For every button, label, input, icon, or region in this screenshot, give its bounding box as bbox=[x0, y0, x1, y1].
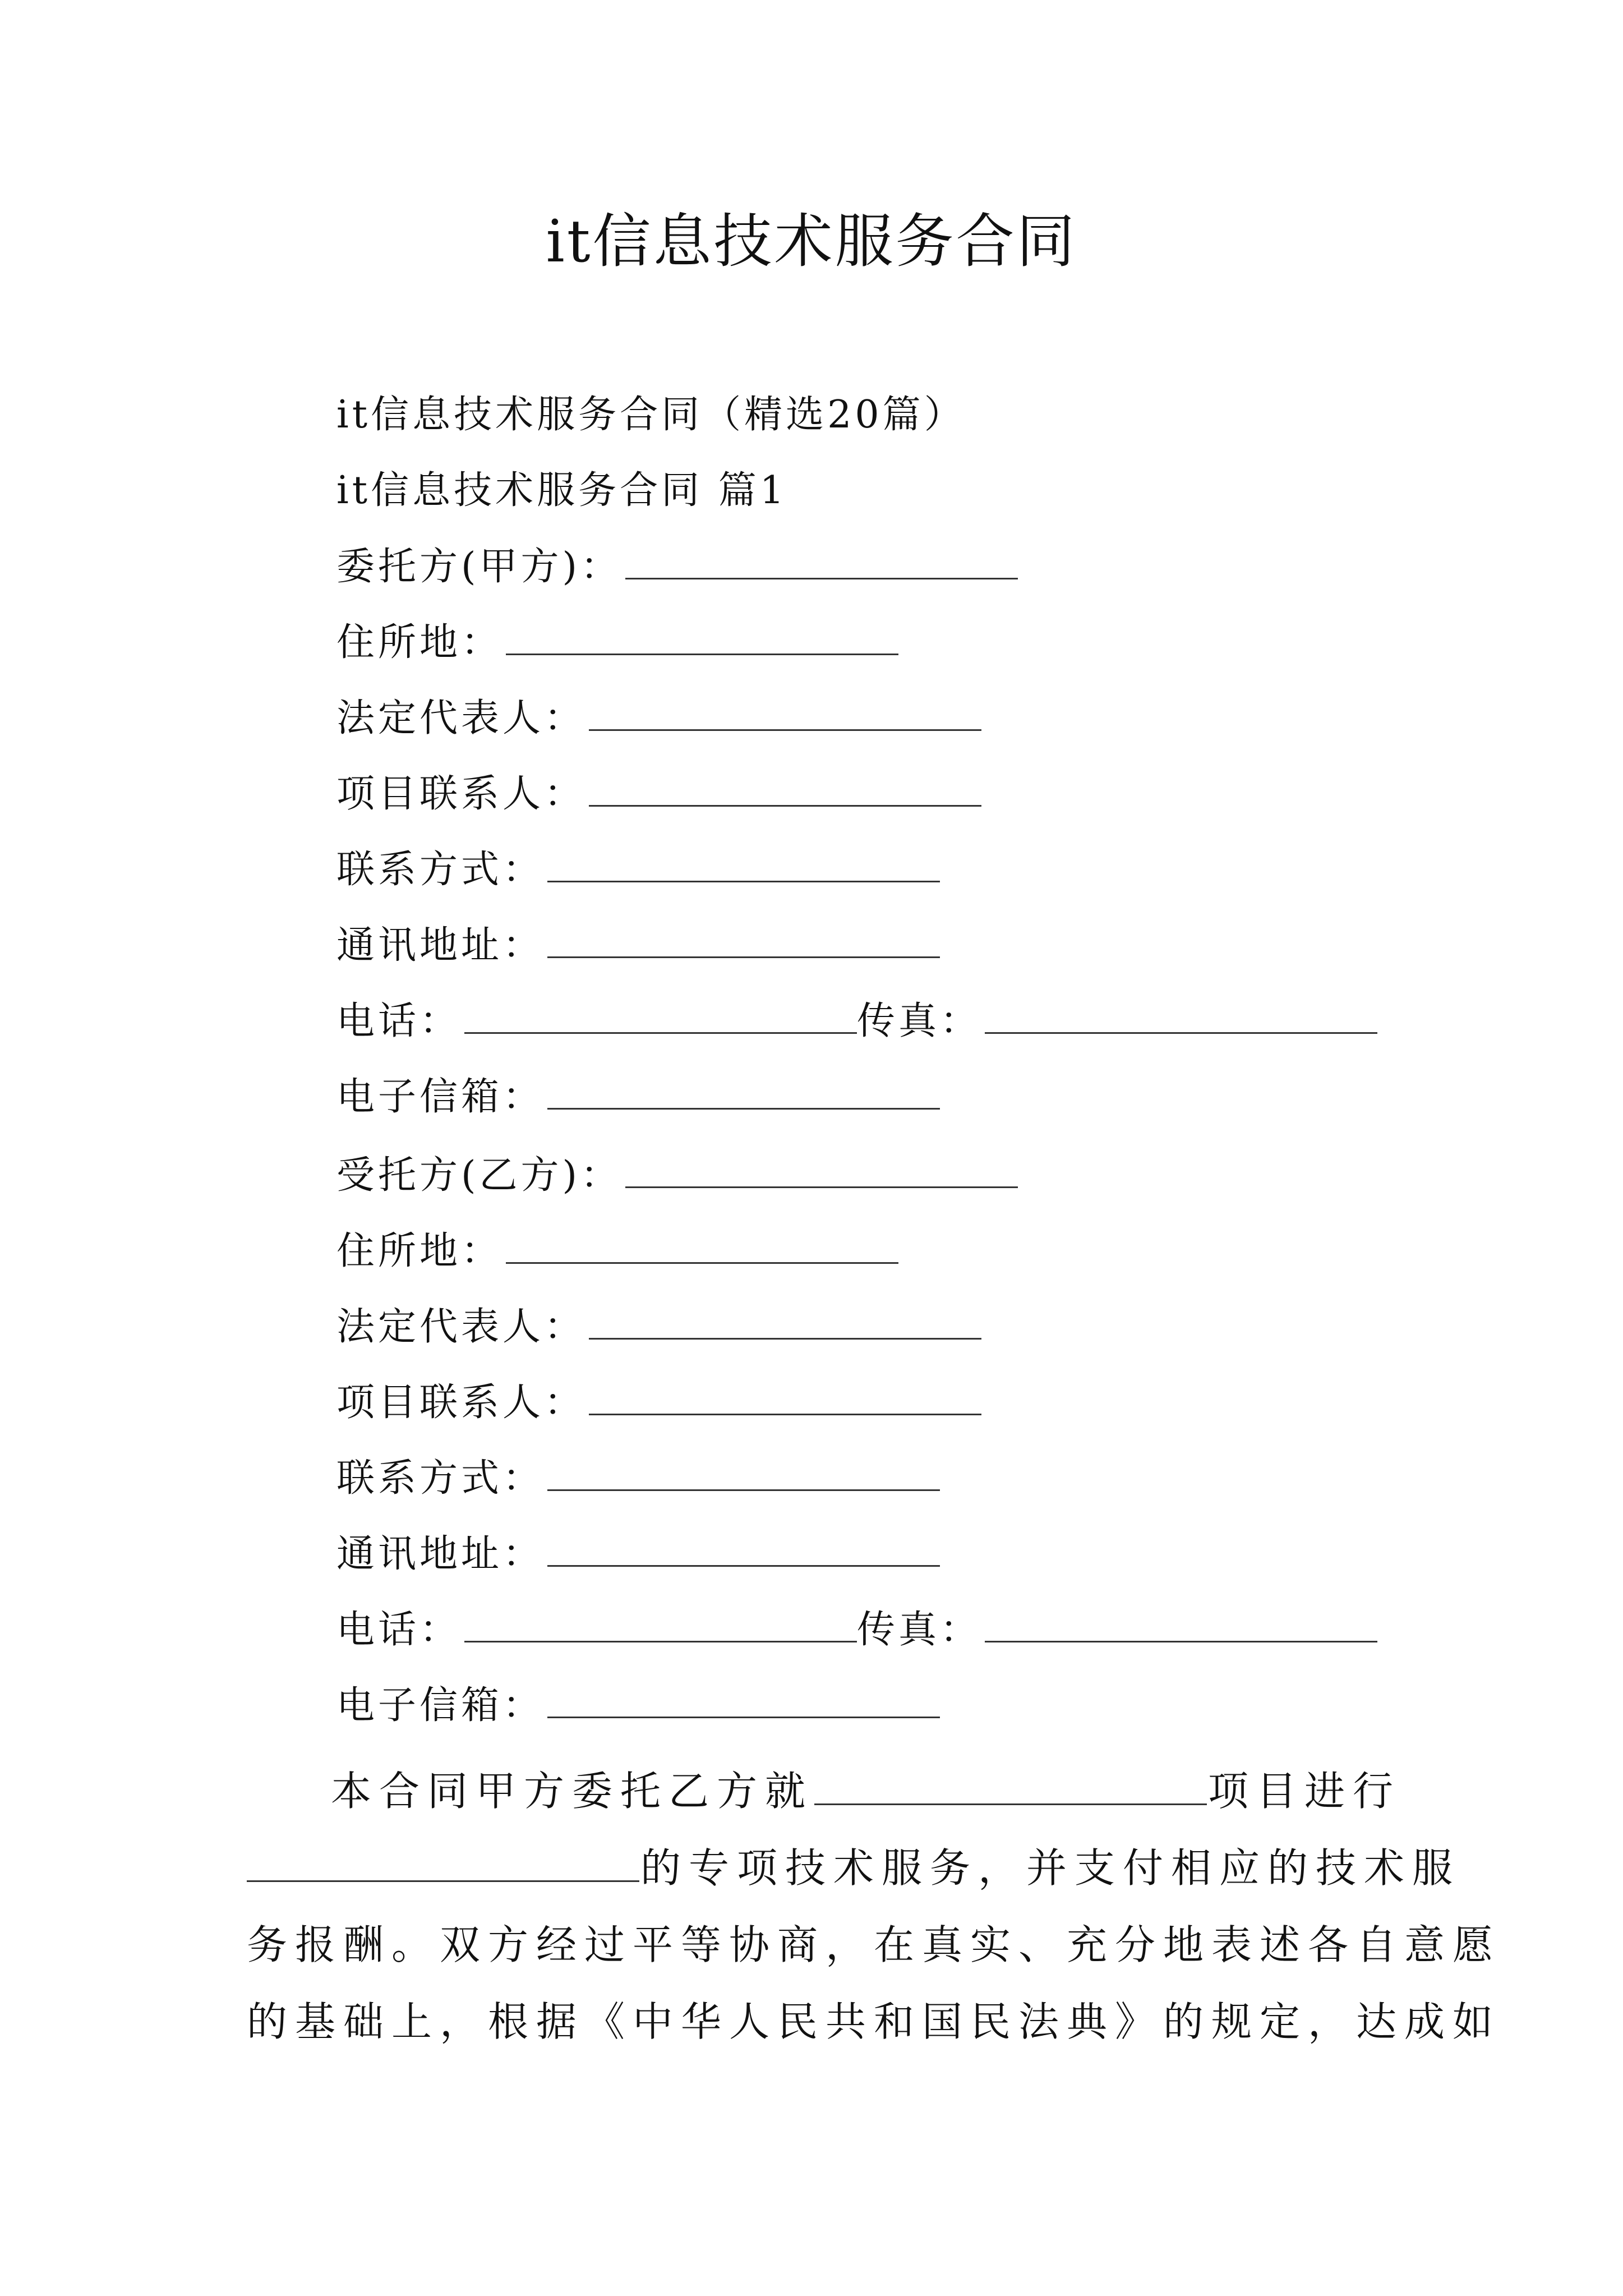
party-a-email-label: 电子信箱： bbox=[336, 1075, 545, 1119]
party-b-legal-rep-blank[interactable] bbox=[589, 1299, 981, 1340]
party-b-email-line bbox=[336, 1677, 940, 1734]
party-b-fax-blank[interactable] bbox=[985, 1602, 1377, 1642]
party-b-address-blank[interactable] bbox=[506, 1223, 898, 1264]
party-b-blank[interactable] bbox=[625, 1147, 1018, 1188]
party-a-phone-blank[interactable] bbox=[464, 993, 857, 1034]
body-line-3: 务报酬。双方经过平等协商，在真实、充分地表述各自意愿 bbox=[247, 1921, 1501, 1968]
party-a-contact-method-label: 联系方式： bbox=[336, 848, 545, 892]
party-a-project-contact-line bbox=[336, 766, 981, 822]
service-type-blank[interactable] bbox=[247, 1839, 639, 1882]
party-b-address-line bbox=[336, 1223, 898, 1280]
party-a-contact-method-blank[interactable] bbox=[547, 841, 940, 882]
party-b-legal-rep-line bbox=[336, 1299, 981, 1355]
party-b-project-contact-line bbox=[336, 1374, 981, 1431]
party-a-blank[interactable] bbox=[625, 539, 1018, 579]
body-line-1-a: 本合同甲方委托乙方就 bbox=[331, 1768, 814, 1815]
party-b-email-label: 电子信箱： bbox=[336, 1683, 545, 1728]
party-a-address-blank[interactable] bbox=[506, 614, 898, 655]
party-b-contact-method-blank[interactable] bbox=[547, 1450, 940, 1491]
party-b-address-label: 住所地： bbox=[336, 1229, 503, 1273]
document-title: it信息技术服务合同 bbox=[546, 207, 1077, 275]
party-a-legal-rep-blank[interactable] bbox=[589, 690, 981, 731]
party-b-mailing-address-line bbox=[336, 1526, 940, 1582]
party-a-email-line bbox=[336, 1069, 940, 1125]
party-a-line bbox=[336, 539, 1018, 595]
party-a-label: 委托方(甲方)： bbox=[336, 545, 623, 589]
body-line-1 bbox=[247, 1753, 1401, 1830]
party-a-email-blank[interactable] bbox=[547, 1069, 940, 1110]
party-b-project-contact-blank[interactable] bbox=[589, 1374, 981, 1415]
party-b-project-contact-label: 项目联系人： bbox=[336, 1381, 586, 1425]
party-b-contact-method-label: 联系方式： bbox=[336, 1456, 545, 1501]
party-b-fax-label: 传真： bbox=[857, 1608, 982, 1652]
body-line-2 bbox=[247, 1830, 1461, 1907]
party-a-project-contact-blank[interactable] bbox=[589, 766, 981, 807]
party-b-phone-blank[interactable] bbox=[464, 1602, 857, 1642]
body-line-1-b: 项目进行 bbox=[1208, 1768, 1401, 1815]
body-line-2-text: 的专项技术服务，并支付相应的技术服 bbox=[640, 1844, 1461, 1892]
party-a-legal-rep-label: 法定代表人： bbox=[336, 696, 586, 740]
party-a-legal-rep-line bbox=[336, 690, 981, 747]
party-b-phone-label: 电话： bbox=[336, 1608, 462, 1652]
project-name-blank[interactable] bbox=[814, 1762, 1207, 1805]
party-b-line bbox=[336, 1147, 1018, 1204]
party-b-legal-rep-label: 法定代表人： bbox=[336, 1305, 586, 1349]
party-b-mailing-address-blank[interactable] bbox=[547, 1526, 940, 1567]
party-b-contact-method-line bbox=[336, 1450, 940, 1507]
party-a-fax-blank[interactable] bbox=[985, 993, 1377, 1034]
party-a-phone-fax-line bbox=[336, 993, 1377, 1050]
party-a-address-line bbox=[336, 614, 898, 671]
section-heading: it信息技术服务合同 篇1 bbox=[336, 468, 787, 513]
party-a-phone-label: 电话： bbox=[336, 999, 462, 1043]
party-b-phone-fax-line bbox=[336, 1602, 1377, 1658]
party-a-mailing-address-blank[interactable] bbox=[547, 917, 940, 958]
party-a-mailing-address-line bbox=[336, 917, 940, 974]
party-a-project-contact-label: 项目联系人： bbox=[336, 772, 586, 816]
party-b-label: 受托方(乙方)： bbox=[336, 1153, 623, 1198]
party-a-address-label: 住所地： bbox=[336, 620, 503, 665]
body-line-4: 的基础上，根据《中华人民共和国民法典》的规定，达成如 bbox=[247, 1998, 1501, 2045]
party-a-fax-label: 传真： bbox=[857, 999, 982, 1043]
party-a-contact-method-line bbox=[336, 841, 940, 898]
party-b-mailing-address-label: 通讯地址： bbox=[336, 1532, 545, 1576]
party-b-email-blank[interactable] bbox=[547, 1677, 940, 1718]
document-subtitle: it信息技术服务合同（精选20篇） bbox=[336, 393, 966, 437]
party-a-mailing-address-label: 通讯地址： bbox=[336, 923, 545, 968]
